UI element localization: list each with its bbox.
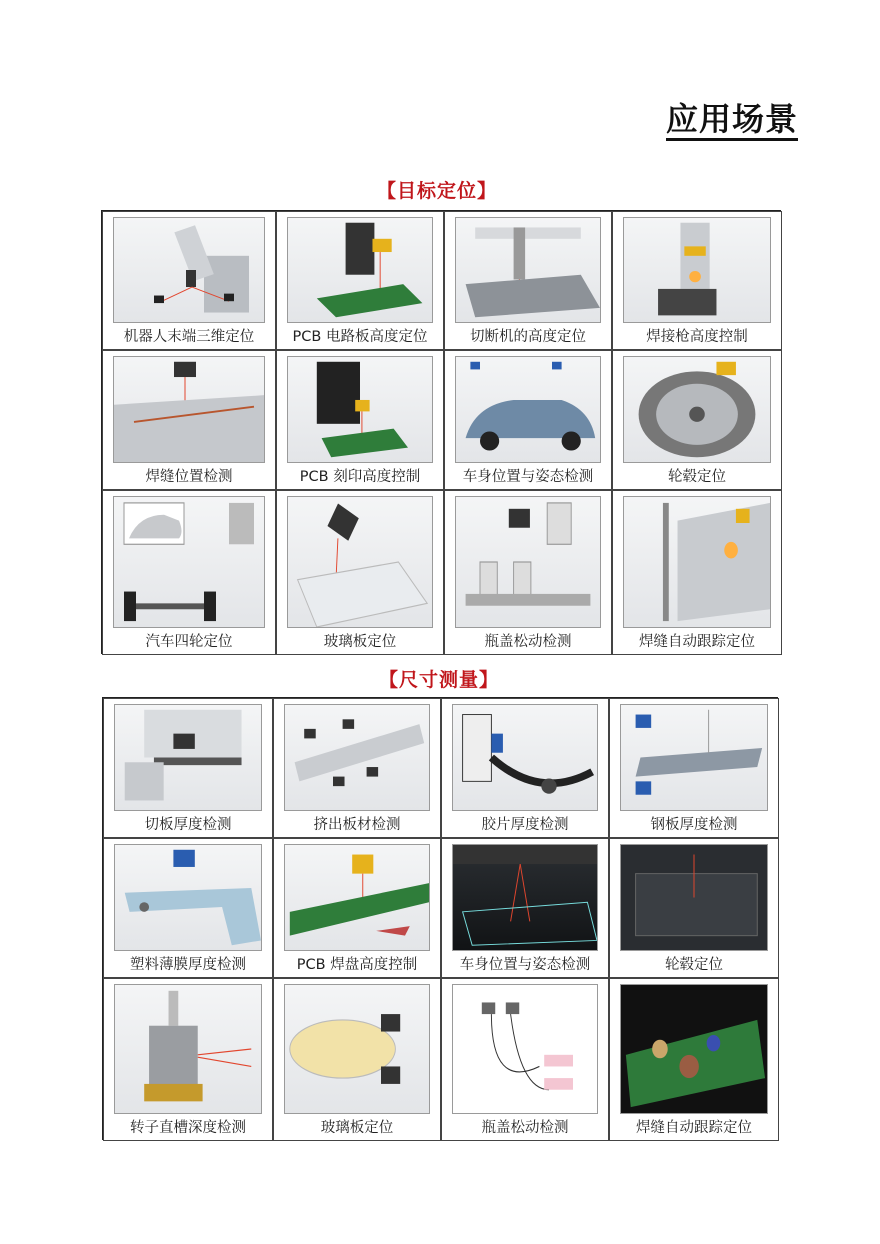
application-card	[273, 978, 441, 1141]
cable-diagram-icon	[452, 984, 598, 1114]
application-caption: 胶片厚度检测	[481, 817, 569, 833]
application-caption: 切断机的高度定位	[470, 329, 586, 345]
glass-plate-icon	[287, 496, 433, 628]
application-caption: 钢板厚度检测	[650, 817, 738, 833]
plastic-film-icon	[114, 844, 262, 951]
application-caption: 瓶盖松动检测	[484, 634, 572, 650]
application-caption: 焊缝位置检测	[145, 469, 233, 485]
application-caption: 车身位置与姿态检测	[459, 957, 591, 973]
four-wheel-alignment-icon	[113, 496, 265, 628]
plate-cutter-icon	[114, 704, 262, 811]
target-positioning-grid	[101, 210, 781, 654]
dimension-measurement-grid	[102, 697, 778, 1140]
application-card	[609, 838, 779, 978]
application-card	[273, 838, 441, 978]
application-caption: 焊接枪高度控制	[646, 329, 748, 345]
section-title-target-positioning: 【目标定位】	[377, 180, 498, 202]
application-caption: 玻璃板定位	[320, 1120, 394, 1136]
application-card	[612, 490, 782, 655]
application-caption: 切板厚度检测	[144, 817, 232, 833]
glass-laser-icon	[452, 844, 598, 951]
application-card	[444, 211, 612, 350]
page-title: 应用场景	[666, 100, 798, 141]
application-card	[441, 978, 609, 1141]
cutting-machine-icon	[455, 217, 601, 323]
film-roll-icon	[452, 704, 598, 811]
application-caption: PCB 刻印高度控制	[299, 469, 421, 485]
application-caption: 焊缝自动跟踪定位	[639, 634, 755, 650]
application-caption: 玻璃板定位	[323, 634, 397, 650]
application-card	[273, 698, 441, 838]
seam-tracking-icon	[623, 496, 771, 628]
wafer-disc-icon	[284, 984, 430, 1114]
application-caption: 挤出板材检测	[313, 817, 401, 833]
application-card	[441, 698, 609, 838]
application-caption: 轮毂定位	[668, 469, 726, 485]
application-card	[612, 350, 782, 490]
application-card	[103, 698, 273, 838]
application-caption: 车身位置与姿态检测	[462, 469, 594, 485]
circuit-board-icon	[620, 984, 768, 1114]
bottle-cap-icon	[455, 496, 601, 628]
application-caption: 机器人末端三维定位	[123, 329, 255, 345]
application-card	[441, 838, 609, 978]
robot-arm-icon	[113, 217, 265, 323]
rotor-icon	[114, 984, 262, 1114]
welding-gun-icon	[623, 217, 771, 323]
dark-panel-icon	[620, 844, 768, 951]
pcb-sensor-icon	[287, 217, 433, 323]
wheel-hub-icon	[623, 356, 771, 463]
application-card	[103, 978, 273, 1141]
steel-plate-icon	[620, 704, 768, 811]
application-card	[612, 211, 782, 350]
application-card	[102, 490, 276, 655]
application-card	[103, 838, 273, 978]
application-card	[444, 490, 612, 655]
weld-seam-icon	[113, 356, 265, 463]
application-card	[102, 211, 276, 350]
application-caption: 汽车四轮定位	[145, 634, 233, 650]
application-caption: 转子直槽深度检测	[130, 1120, 246, 1136]
application-caption: 瓶盖松动检测	[481, 1120, 569, 1136]
section-title-dimension-measurement: 【尺寸测量】	[379, 669, 500, 691]
application-card	[609, 978, 779, 1141]
application-card	[102, 350, 276, 490]
application-caption: 焊缝自动跟踪定位	[636, 1120, 752, 1136]
application-card	[276, 490, 444, 655]
car-body-icon	[455, 356, 601, 463]
application-caption: 轮毂定位	[665, 957, 723, 973]
application-card	[609, 698, 779, 838]
application-card	[276, 350, 444, 490]
extrusion-icon	[284, 704, 430, 811]
pcb-pad-icon	[284, 844, 430, 951]
application-caption: 塑料薄膜厚度检测	[130, 957, 246, 973]
application-card	[276, 211, 444, 350]
application-caption: PCB 电路板高度定位	[292, 329, 428, 345]
application-caption: PCB 焊盘高度控制	[296, 957, 418, 973]
application-card	[444, 350, 612, 490]
pcb-engraving-icon	[287, 356, 433, 463]
